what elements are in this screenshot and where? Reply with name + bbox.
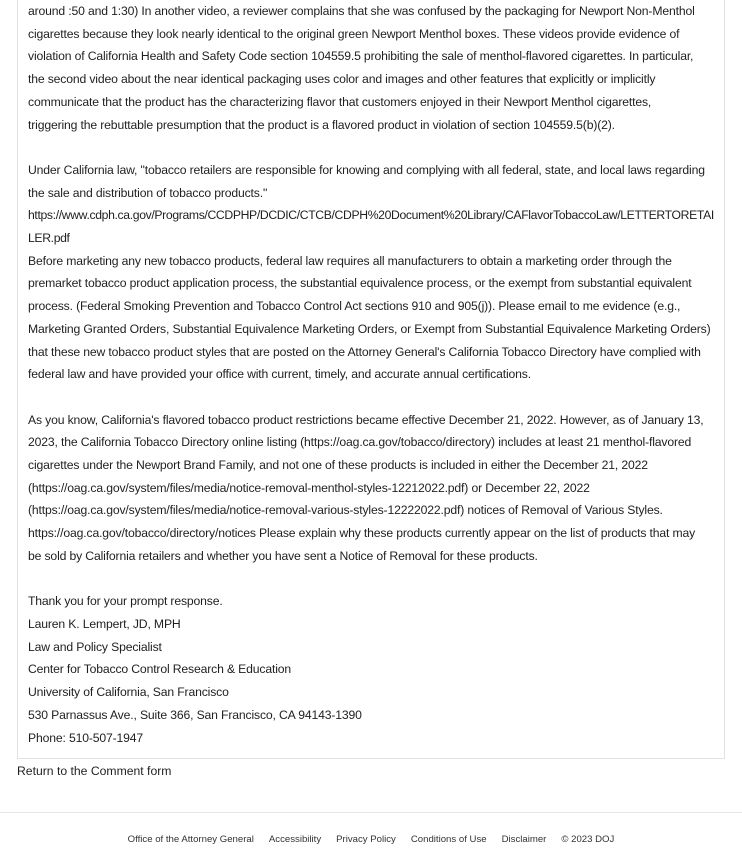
retailer-letter-url: https://www.cdph.ca.gov/Programs/CCDPHP/DCDIC/CTCB/CDPH%20Document%20Library/CAFlavorTobaccoLaw/LETTERTORETAILER.pdf — [28, 208, 714, 246]
text-line: the sale and distribution of tobacco products." — [28, 185, 268, 200]
text-line: around :50 and 1:30) In another video, a reviewer complains that she was confused by the packaging for Newport Non-Menthol — [28, 4, 695, 18]
footer-link-accessibility[interactable]: Accessibility — [268, 834, 322, 845]
comment-body — [28, 0, 718, 636]
footer-copyright: © 2023 DOJ — [561, 834, 615, 845]
text-line: https://oag.ca.gov/tobacco/directory/notices Please explain why these products currently appear on the list of products that may — [28, 526, 696, 541]
comment-paragraph — [28, 409, 718, 568]
text-line: (https://oag.ca.gov/system/files/media/notice-removal-menthol-styles-12212022.pdf) or December 22, 2022 — [28, 480, 590, 495]
text-line: 2023, the California Tobacco Directory online listing (https://oag.ca.gov/tobacco/directory) includes at least 21 menthol-flavored — [28, 435, 692, 450]
signature-address: 530 Parnassus Ave., Suite 366, San Francisco, CA 94143-1390 — [28, 707, 362, 722]
text-line: cigarettes under the Newport Brand Family, and not one of these products is included in either the December 21, 2022 — [28, 458, 648, 473]
text-line: communicate that the product has the characterizing flavor that customers enjoyed in their Newport Menthol cigarettes, — [28, 94, 652, 109]
footer-link-conditions-of-use[interactable]: Conditions of Use — [410, 834, 487, 845]
footer-link-privacy-policy[interactable]: Privacy Policy — [336, 834, 396, 845]
text-line: the second video about the near identical packaging uses color and images and other features that explicitly or implicitly — [28, 72, 656, 87]
comment-closing — [28, 590, 718, 613]
comment-paragraph — [28, 159, 718, 386]
text-line: federal law and have provided your office with current, timely, and accurate annual certifications. — [28, 367, 531, 382]
text-line: Before marketing any new tobacco products, federal law requires all manufacturers to obtain a marketing order through the — [28, 253, 672, 268]
text-line: triggering the rebuttable presumption that the product is a flavored product in violation of section 104559.5(b)(2). — [28, 117, 615, 132]
footer-link-office-of-the-attorney-general[interactable]: Office of the Attorney General — [127, 834, 254, 845]
text-line: violation of California Health and Safety Code section 104559.5 prohibiting the sale of menthol-flavored cigarettes. In particular, — [28, 49, 694, 64]
comment-paragraph — [28, 0, 718, 136]
signature-university: University of California, San Francisco — [28, 685, 229, 700]
text-line: cigarettes because they look nearly identical to the original green Newport Menthol boxes. These videos provide evidence of — [28, 26, 680, 41]
return-to-comment-form-link[interactable]: Return to the Comment form — [17, 764, 172, 778]
text-line: be sold by California retailers and whether you have sent a Notice of Removal for these products. — [28, 548, 538, 563]
text-line: (https://oag.ca.gov/system/files/media/notice-removal-various-styles-12222022.pdf) notices of Removal of Various Styles. — [28, 503, 663, 518]
text-line: that these new tobacco product styles that are posted on the Attorney General's California Tobacco Directory have complied with — [28, 344, 701, 359]
signature-phone: Phone: 510-507-1947 — [28, 730, 144, 745]
text-line: Thank you for your prompt response. — [28, 594, 223, 609]
signature-block — [28, 613, 362, 749]
text-line: As you know, California's flavored tobacco product restrictions became effective December 21, 2022. However, as of January 13, — [28, 412, 704, 427]
text-line: Under California law, "tobacco retailers are responsible for knowing and complying with all federal, state, and local laws regarding — [28, 162, 705, 177]
footer-divider — [0, 812, 742, 813]
text-line: premarket tobacco product application process, the substantial equivalence process, or the exempt from substantial equivalent — [28, 276, 692, 291]
signature-title: Law and Policy Specialist — [28, 639, 162, 654]
signature-organization: Center for Tobacco Control Research & Education — [28, 662, 292, 677]
footer-link-disclaimer[interactable]: Disclaimer — [501, 834, 547, 845]
text-line: process. (Federal Smoking Prevention and Tobacco Control Act sections 910 and 905(j)). Please email to me evidence (e.g., — [28, 299, 681, 314]
text-line: Marketing Granted Orders, Substantial Equivalence Marketing Orders, or Exempt from Substantial Equivalence Marketing Orders) — [28, 321, 711, 336]
signature-name: Lauren K. Lempert, JD, MPH — [28, 617, 181, 631]
